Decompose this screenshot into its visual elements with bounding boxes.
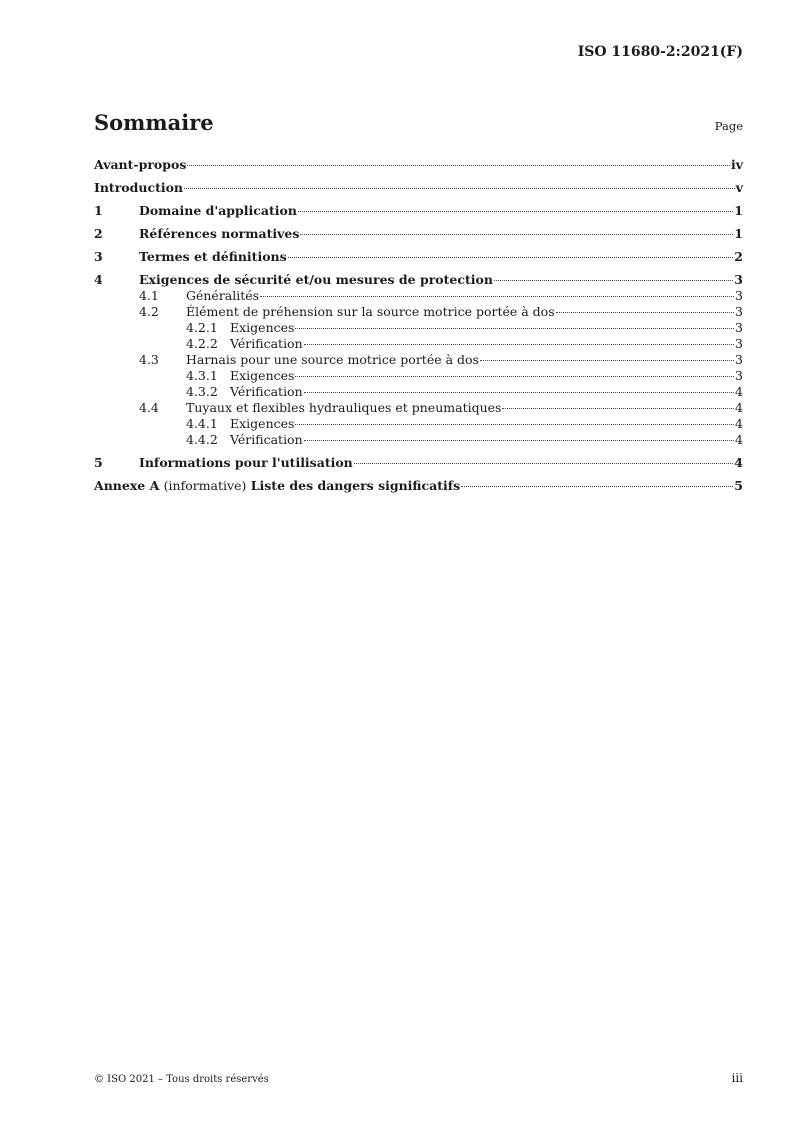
dot-leader xyxy=(304,392,734,393)
toc-entry-page: 4 xyxy=(735,400,743,415)
annex-title: Liste des dangers significatifs xyxy=(250,478,461,493)
toc-entry-annex-a[interactable] xyxy=(94,478,743,494)
toc-entry-title: Généralités xyxy=(186,288,260,303)
toc-entry-title: Élément de préhension sur la source motrice portée à dos xyxy=(186,304,555,319)
dot-leader xyxy=(187,165,730,166)
dot-leader xyxy=(295,424,734,425)
toc-entry-number: 4.3.1 xyxy=(186,368,218,383)
toc-entry-section-4-3[interactable] xyxy=(94,352,743,368)
toc-entry-number: 4.3 xyxy=(139,352,159,367)
toc-entry-number: 3 xyxy=(94,249,103,264)
toc-title: Sommaire xyxy=(94,110,214,135)
dot-leader xyxy=(300,234,733,235)
toc-entry-number: 4.2.2 xyxy=(186,336,218,351)
toc-entry-section-4[interactable] xyxy=(94,272,743,288)
dot-leader xyxy=(295,328,734,329)
dot-leader xyxy=(354,463,734,464)
toc-entry-page: 5 xyxy=(734,478,743,493)
toc-entry-page: 3 xyxy=(735,288,743,303)
toc-entry-number: 4.4.2 xyxy=(186,432,218,447)
toc-entry-avant-propos[interactable] xyxy=(94,157,743,173)
dot-leader xyxy=(494,280,733,281)
toc-entry-section-4-2-2[interactable] xyxy=(94,336,743,352)
toc-entry-section-4-3-2[interactable] xyxy=(94,384,743,400)
dot-leader xyxy=(304,344,734,345)
toc-entry-number: 2 xyxy=(94,226,103,241)
toc-entry-section-4-1[interactable] xyxy=(94,288,743,304)
dot-leader xyxy=(298,211,733,212)
page-column-label: Page xyxy=(714,119,743,133)
toc-entry-section-3[interactable] xyxy=(94,249,743,265)
dot-leader xyxy=(461,486,733,487)
toc-entry-introduction[interactable] xyxy=(94,180,743,196)
toc-entry-number: 4.1 xyxy=(139,288,159,303)
toc-entry-page: 4 xyxy=(735,416,743,431)
toc-entry-page: v xyxy=(735,180,743,195)
toc-entry-title: Termes et définitions xyxy=(139,249,287,264)
dot-leader xyxy=(288,257,734,258)
toc-entry-number: 4.4 xyxy=(139,400,159,415)
toc-entry-page: iv xyxy=(730,157,743,172)
toc-entry-section-2[interactable] xyxy=(94,226,743,242)
toc-entry-section-4-4-1[interactable] xyxy=(94,416,743,432)
dot-leader xyxy=(556,312,734,313)
header-document-reference: ISO 11680-2:2021(F) xyxy=(577,44,743,60)
dot-leader xyxy=(502,408,734,409)
toc-entry-number: 4 xyxy=(94,272,103,287)
toc-entry-title: Domaine d'application xyxy=(139,203,297,218)
annex-heading xyxy=(94,478,460,494)
toc-entry-page: 1 xyxy=(734,203,743,218)
toc-entry-page: 3 xyxy=(735,304,743,319)
toc-entry-section-4-2-1[interactable] xyxy=(94,320,743,336)
footer-page-number: iii xyxy=(731,1071,743,1085)
toc-entry-page: 3 xyxy=(735,336,743,351)
toc-entry-title: Avant-propos xyxy=(94,157,187,172)
dot-leader xyxy=(184,188,735,189)
toc-entry-title: Vérification xyxy=(230,432,303,447)
toc-entry-title: Harnais pour une source motrice portée à dos xyxy=(186,352,479,367)
toc-entry-page: 3 xyxy=(735,352,743,367)
toc-entry-title: Exigences de sécurité et/ou mesures de protection xyxy=(139,272,493,287)
annex-type: (informative) xyxy=(163,478,247,493)
dot-leader xyxy=(480,360,734,361)
toc-entry-number: 4.3.2 xyxy=(186,384,218,399)
footer-copyright: © ISO 2021 – Tous droits réservés xyxy=(94,1074,269,1085)
toc-entry-title: Références normatives xyxy=(139,226,300,241)
toc-entry-section-5[interactable] xyxy=(94,455,743,471)
toc-entry-section-4-4[interactable] xyxy=(94,400,743,416)
toc-entry-page: 4 xyxy=(735,432,743,447)
toc-entry-number: 1 xyxy=(94,203,103,218)
toc-entry-title: Vérification xyxy=(230,336,303,351)
toc-entry-section-4-2[interactable] xyxy=(94,304,743,320)
dot-leader xyxy=(295,376,734,377)
toc-entry-title: Vérification xyxy=(230,384,303,399)
toc-entry-section-4-4-2[interactable] xyxy=(94,432,743,448)
toc-entry-title: Tuyaux et flexibles hydrauliques et pneumatiques xyxy=(186,400,502,415)
toc-entry-page: 3 xyxy=(735,368,743,383)
toc-entry-title: Introduction xyxy=(94,180,184,195)
toc-entry-number: 5 xyxy=(94,455,103,470)
toc-entry-title: Exigences xyxy=(230,320,295,335)
toc-entry-number: 4.2.1 xyxy=(186,320,218,335)
toc-entry-page: 1 xyxy=(734,226,743,241)
toc-entry-page: 4 xyxy=(734,455,743,470)
toc-entry-page: 2 xyxy=(734,249,743,264)
toc-entry-page: 3 xyxy=(735,320,743,335)
toc-entry-title: Exigences xyxy=(230,368,295,383)
table-of-contents xyxy=(94,157,743,494)
toc-entry-number: 4.2 xyxy=(139,304,159,319)
toc-entry-page: 3 xyxy=(734,272,743,287)
toc-entry-title: Exigences xyxy=(230,416,295,431)
dot-leader xyxy=(260,296,734,297)
toc-entry-title: Informations pour l'utilisation xyxy=(139,455,353,470)
dot-leader xyxy=(304,440,734,441)
toc-entry-section-1[interactable] xyxy=(94,203,743,219)
annex-label: Annexe A xyxy=(94,478,160,493)
toc-entry-page: 4 xyxy=(735,384,743,399)
toc-entry-section-4-3-1[interactable] xyxy=(94,368,743,384)
toc-entry-number: 4.4.1 xyxy=(186,416,218,431)
